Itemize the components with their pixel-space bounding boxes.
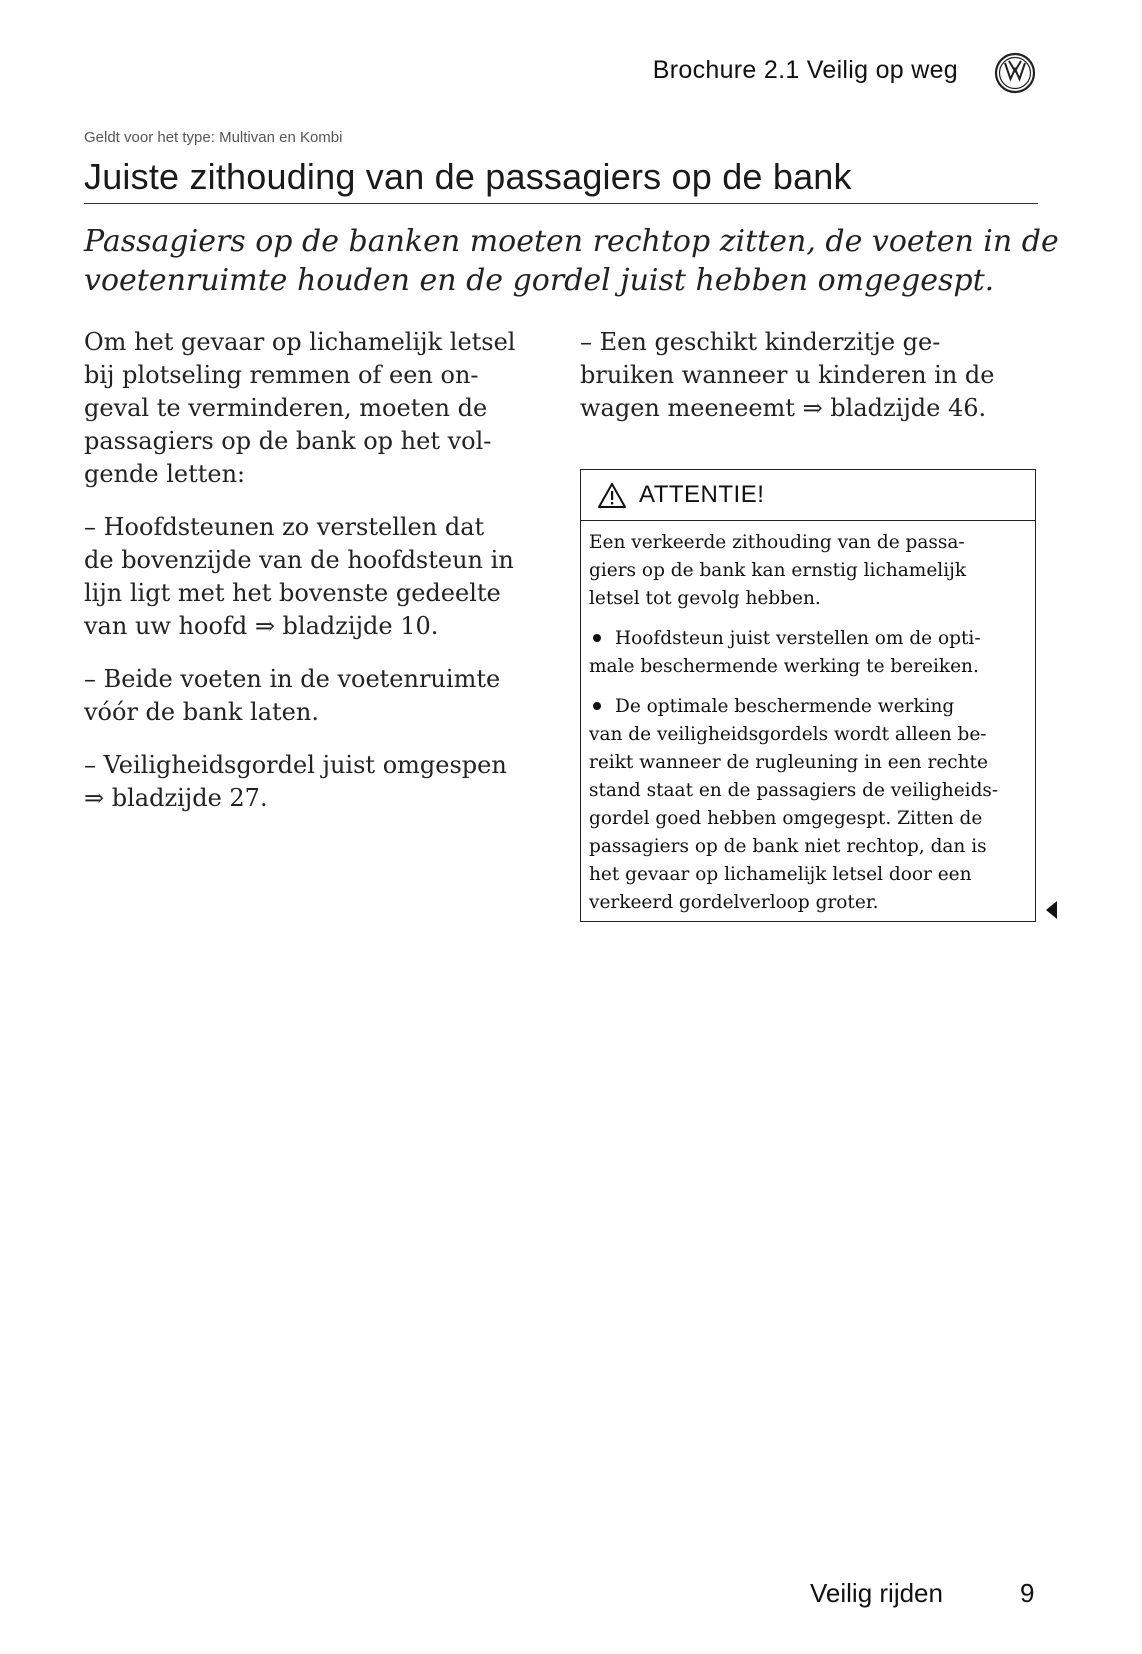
- text-line: giers op de bank kan ernstig lichamelijk: [589, 560, 967, 581]
- text-line: bruiken wanneer u kinderen in de: [580, 361, 995, 389]
- text-line: letsel tot gevolg hebben.: [589, 588, 821, 609]
- text-line: De optimale beschermende werking: [615, 696, 955, 717]
- list-item: [84, 511, 544, 643]
- warning-body: [581, 521, 1035, 921]
- list-item: [84, 663, 544, 729]
- applies-to-note: Geldt voor het type: Multivan en Kombi: [84, 129, 343, 146]
- warning-bullet: [589, 625, 1027, 681]
- text-line: passagiers op de bank niet rechtop, dan is: [589, 836, 987, 857]
- section-title: Juiste zithouding van de passagiers op de bank: [84, 156, 852, 197]
- footer-section-title: Veilig rijden: [810, 1578, 943, 1608]
- text-line: vóór de bank laten.: [84, 698, 319, 726]
- text-line: reikt wanneer de rugleuning in een rechte: [589, 752, 988, 773]
- text-line: – Hoofdsteunen zo verstellen dat: [84, 513, 485, 541]
- text-line: gordel goed hebben omgegespt. Zitten de: [589, 808, 983, 829]
- text-line: Hoofdsteun juist verstellen om de opti-: [615, 628, 981, 649]
- text-line: [589, 693, 1027, 721]
- text-line: – Een geschikt kinderzitje ge-: [580, 328, 941, 356]
- text-line: – Veiligheidsgordel juist omgespen: [84, 751, 507, 779]
- text-line: Om het gevaar op lichamelijk letsel: [84, 328, 516, 356]
- header-title: Brochure 2.1 Veilig op weg: [652, 56, 958, 84]
- bullet-dot-icon: [593, 634, 601, 642]
- text-line: Een verkeerde zithouding van de passa-: [589, 532, 965, 553]
- intro-line: Passagiers op de banken moeten rechtop zitten, de voeten in de: [84, 224, 1059, 259]
- list-item: [84, 749, 544, 815]
- right-column: [580, 326, 1040, 445]
- warning-label: ATTENTIE!: [639, 481, 765, 508]
- warning-bullet: [589, 693, 1027, 917]
- text-line: het gevaar op lichamelijk letsel door een: [589, 864, 972, 885]
- warning-box: [580, 469, 1036, 922]
- text-line: – Beide voeten in de voetenruimte: [84, 665, 501, 693]
- text-line: male beschermende werking te bereiken.: [589, 656, 979, 677]
- vw-logo-icon: [994, 52, 1036, 94]
- list-item: [580, 326, 1040, 425]
- intro-paragraph: [84, 326, 544, 491]
- warning-intro: [589, 529, 1027, 613]
- warning-triangle-icon: [597, 482, 627, 509]
- intro-text: [84, 222, 1059, 300]
- continue-arrow-icon: [1046, 901, 1057, 919]
- text-line: van de veiligheidsgordels wordt alleen be-: [589, 724, 987, 745]
- text-line: lijn ligt met het bovenste gedeelte: [84, 579, 501, 607]
- text-line: de bovenzijde van de hoofdsteun in: [84, 546, 514, 574]
- text-line: wagen meeneemt ⇒ bladzijde 46.: [580, 394, 987, 422]
- intro-line: voetenruimte houden en de gordel juist hebben omgegespt.: [84, 263, 995, 298]
- text-line: bij plotseling remmen of een on-: [84, 361, 479, 389]
- text-line: gende letten:: [84, 460, 246, 488]
- text-line: stand staat en de passagiers de veiligheids-: [589, 780, 999, 801]
- text-line: [589, 625, 1027, 653]
- text-line: passagiers op de bank op het vol-: [84, 427, 492, 455]
- text-line: ⇒ bladzijde 27.: [84, 784, 268, 812]
- left-column: [84, 326, 544, 835]
- page-number: 9: [1020, 1578, 1035, 1608]
- text-line: van uw hoofd ⇒ bladzijde 10.: [84, 612, 439, 640]
- bullet-dot-icon: [593, 702, 601, 710]
- text-line: geval te verminderen, moeten de: [84, 394, 488, 422]
- text-line: verkeerd gordelverloop groter.: [589, 892, 879, 913]
- warning-header: [581, 470, 1035, 521]
- title-divider: [84, 203, 1038, 204]
